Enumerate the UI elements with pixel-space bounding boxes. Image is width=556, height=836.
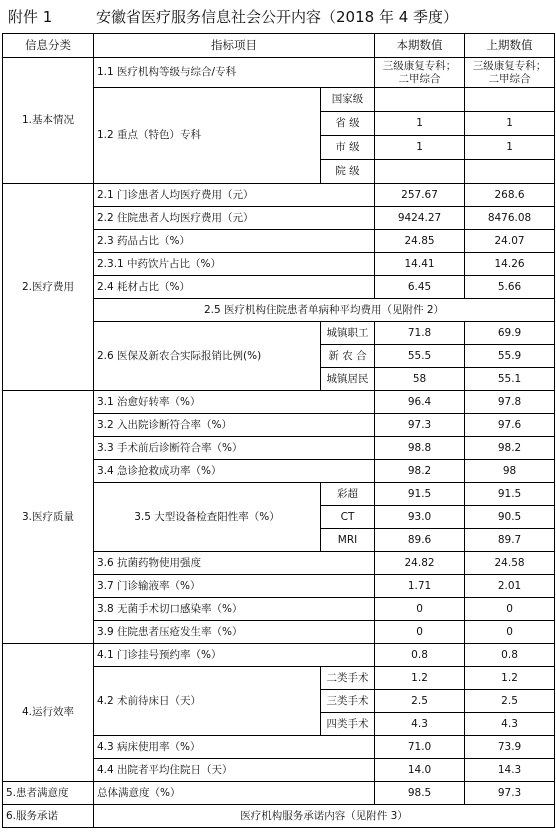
- current-value: 2.5: [375, 690, 465, 713]
- sub-indicator: 院 级: [321, 160, 375, 184]
- current-value: 1.2: [375, 667, 465, 690]
- current-value: 1: [375, 112, 465, 136]
- current-value: 71.8: [375, 322, 465, 345]
- indicator-cell: 3.4 急诊抢救成功率（%）: [94, 460, 375, 483]
- current-value: 1.71: [375, 575, 465, 598]
- indicator-cell: 2.2 住院患者人均医疗费用（元）: [94, 207, 375, 230]
- current-value: 0: [375, 598, 465, 621]
- current-value: 93.0: [375, 506, 465, 529]
- previous-value: 268.6: [465, 184, 555, 207]
- current-value: 91.5: [375, 483, 465, 506]
- table-row: [3, 644, 555, 667]
- current-value: 98.8: [375, 437, 465, 460]
- indicator-cell-wide: 医疗机构服务承诺内容（见附件 3）: [94, 805, 555, 828]
- previous-value: 55.1: [465, 368, 555, 391]
- indicator-cell: 1.2 重点（特色）专科: [94, 88, 321, 184]
- previous-value: 97.3: [465, 782, 555, 805]
- sub-indicator: 三类手术: [321, 690, 375, 713]
- current-value: [375, 160, 465, 184]
- indicator-cell: 2.3.1 中药饮片占比（%）: [94, 253, 375, 276]
- sub-indicator: 新 农 合: [321, 345, 375, 368]
- sub-indicator: 城镇职工: [321, 322, 375, 345]
- indicator-cell: 3.7 门诊输液率（%）: [94, 575, 375, 598]
- current-value: 14.0: [375, 759, 465, 782]
- previous-value: 1.2: [465, 667, 555, 690]
- current-value: 257.67: [375, 184, 465, 207]
- current-value: 96.4: [375, 391, 465, 414]
- previous-value: 1: [465, 112, 555, 136]
- indicator-cell: 总体满意度（%）: [94, 782, 375, 805]
- indicator-cell: 2.6 医保及新农合实际报销比例(%): [94, 322, 321, 391]
- attachment-label: 附件 1: [8, 8, 53, 26]
- previous-value: 2.5: [465, 690, 555, 713]
- previous-value: 98.2: [465, 437, 555, 460]
- previous-value: 4.3: [465, 713, 555, 736]
- indicator-cell: 3.6 抗菌药物使用强度: [94, 552, 375, 575]
- current-value: 58: [375, 368, 465, 391]
- previous-value: 2.01: [465, 575, 555, 598]
- table-row: [3, 58, 555, 88]
- current-value: 24.82: [375, 552, 465, 575]
- category-cell: 6.服务承诺: [3, 805, 94, 828]
- col-header-previous: 上期数值: [465, 34, 555, 58]
- table-row: [3, 184, 555, 207]
- indicator-cell: 3.1 治愈好转率（%）: [94, 391, 375, 414]
- indicator-cell-wide: 2.5 医疗机构住院患者单病种平均费用（见附件 2）: [94, 299, 555, 322]
- sub-indicator: 国家级: [321, 88, 375, 112]
- indicator-cell: 2.3 药品占比（%）: [94, 230, 375, 253]
- sub-indicator: 彩超: [321, 483, 375, 506]
- document-title: 安徽省医疗服务信息社会公开内容（2018 年 4 季度）: [96, 8, 459, 26]
- sub-indicator: MRI: [321, 529, 375, 552]
- indicator-cell: 3.2 入出院诊断符合率（%）: [94, 414, 375, 437]
- previous-value: 三级康复专科；二甲综合: [465, 58, 555, 88]
- current-value: 98.2: [375, 460, 465, 483]
- current-value: 1: [375, 136, 465, 160]
- current-value: 9424.27: [375, 207, 465, 230]
- col-header-indicator: 指标项目: [94, 34, 375, 58]
- current-value: 0.8: [375, 644, 465, 667]
- current-value: 4.3: [375, 713, 465, 736]
- previous-value: 98: [465, 460, 555, 483]
- previous-value: 91.5: [465, 483, 555, 506]
- indicator-cell: 2.1 门诊患者人均医疗费用（元）: [94, 184, 375, 207]
- current-value: 24.85: [375, 230, 465, 253]
- previous-value: 0.8: [465, 644, 555, 667]
- table-row: [3, 391, 555, 414]
- category-cell: 3.医疗质量: [3, 391, 94, 644]
- previous-value: [465, 88, 555, 112]
- previous-value: 73.9: [465, 736, 555, 759]
- indicator-cell: 3.8 无菌手术切口感染率（%）: [94, 598, 375, 621]
- col-header-current: 本期数值: [375, 34, 465, 58]
- previous-value: 5.66: [465, 276, 555, 299]
- indicator-cell: 2.4 耗材占比（%）: [94, 276, 375, 299]
- previous-value: 90.5: [465, 506, 555, 529]
- table-row: [3, 782, 555, 805]
- current-value: 0: [375, 621, 465, 644]
- category-cell: 2.医疗费用: [3, 184, 94, 391]
- current-value: 14.41: [375, 253, 465, 276]
- table-row: [3, 805, 555, 828]
- current-value: 71.0: [375, 736, 465, 759]
- indicator-cell: 4.2 术前待床日（天）: [94, 667, 321, 736]
- previous-value: 24.58: [465, 552, 555, 575]
- current-value: 三级康复专科；二甲综合: [375, 58, 465, 88]
- indicator-cell: 3.5 大型设备检查阳性率（%）: [94, 483, 321, 552]
- indicator-cell: 3.9 住院患者压疮发生率（%）: [94, 621, 375, 644]
- disclosure-table: [2, 33, 555, 828]
- indicator-cell: 3.3 手术前后诊断符合率（%）: [94, 437, 375, 460]
- sub-indicator: 二类手术: [321, 667, 375, 690]
- previous-value: 97.8: [465, 391, 555, 414]
- current-value: 97.3: [375, 414, 465, 437]
- previous-value: 69.9: [465, 322, 555, 345]
- previous-value: 89.7: [465, 529, 555, 552]
- previous-value: 24.07: [465, 230, 555, 253]
- indicator-cell: 1.1 医疗机构等级与综合/专科: [94, 58, 375, 88]
- sub-indicator: 城镇居民: [321, 368, 375, 391]
- indicator-cell: 4.4 出院者平均住院日（天）: [94, 759, 375, 782]
- category-cell: 4.运行效率: [3, 644, 94, 782]
- previous-value: 14.3: [465, 759, 555, 782]
- sub-indicator: 市 级: [321, 136, 375, 160]
- current-value: 6.45: [375, 276, 465, 299]
- previous-value: 97.6: [465, 414, 555, 437]
- sub-indicator: 四类手术: [321, 713, 375, 736]
- col-header-category: 信息分类: [3, 34, 94, 58]
- current-value: 98.5: [375, 782, 465, 805]
- category-cell: 1.基本情况: [3, 58, 94, 184]
- indicator-cell: 4.3 病床使用率（%）: [94, 736, 375, 759]
- previous-value: 8476.08: [465, 207, 555, 230]
- sub-indicator: 省 级: [321, 112, 375, 136]
- current-value: [375, 88, 465, 112]
- header-row: [3, 34, 555, 58]
- previous-value: 14.26: [465, 253, 555, 276]
- previous-value: [465, 160, 555, 184]
- sub-indicator: CT: [321, 506, 375, 529]
- previous-value: 1: [465, 136, 555, 160]
- current-value: 55.5: [375, 345, 465, 368]
- previous-value: 0: [465, 598, 555, 621]
- indicator-cell: 4.1 门诊挂号预约率（%）: [94, 644, 375, 667]
- category-cell: 5.患者满意度: [3, 782, 94, 805]
- previous-value: 0: [465, 621, 555, 644]
- current-value: 89.6: [375, 529, 465, 552]
- document-header: [0, 0, 556, 30]
- previous-value: 55.9: [465, 345, 555, 368]
